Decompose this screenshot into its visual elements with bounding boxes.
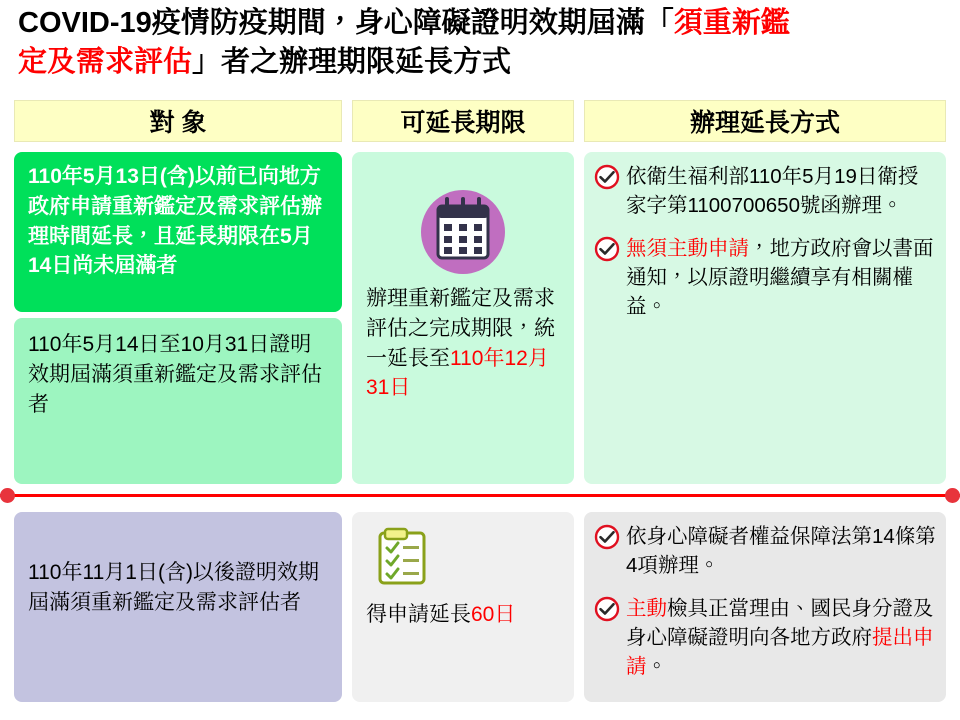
row1-how-bullet-2-highlight: 無須主動申請 xyxy=(626,237,749,261)
row1-term-cell-text xyxy=(366,284,564,403)
title-line2-plain: 」者之辦理期限延長方式 xyxy=(192,45,512,78)
row1-how-bullet-2 xyxy=(594,234,938,321)
check-circle-icon xyxy=(594,164,620,190)
row1-term-cell xyxy=(352,152,574,484)
title-line1-plain: COVID-19疫情防疫期間，身心障礙證明效期屆滿「 xyxy=(18,7,674,39)
row2-how-bullet-1 xyxy=(594,522,938,580)
row1-term-plain: 辦理重新鑑定及需求評估之完成期限，統一延長至 xyxy=(366,287,555,370)
row1-how-bullet-2-text xyxy=(626,234,938,321)
column-header-term xyxy=(352,100,574,142)
row2-how-bullet-2-text xyxy=(626,594,938,681)
row1-how-bullet-1-text: 依衛生福利部110年5月19日衛授家字第1100700650號函辦理。 xyxy=(626,165,919,218)
row2-term-cell-text xyxy=(366,600,566,629)
row1-object-cell-1 xyxy=(14,152,342,312)
row1-object-cell-2-text: 110年5月14日至10月31日證明效期屆滿須重新鑑定及需求評估者 xyxy=(28,333,322,416)
row2-how-bullet-2-highlight-lead: 主動 xyxy=(626,597,667,621)
section-divider xyxy=(0,494,960,497)
calendar-icon xyxy=(414,184,512,276)
row2-term-cell xyxy=(352,512,574,702)
column-header-object-label: 對 象 xyxy=(149,109,207,137)
column-header-object xyxy=(14,100,342,142)
column-header-how-label: 辦理延長方式 xyxy=(689,109,840,137)
row1-object-cell-2 xyxy=(14,318,342,484)
row2-object-cell-text: 110年11月1日(含)以後證明效期屆滿須重新鑑定及需求評估者 xyxy=(28,561,319,614)
row1-term-highlight: 110年12月31日 xyxy=(366,346,549,400)
title-line1-highlight: 須重新鑑 xyxy=(673,7,790,39)
column-header-how xyxy=(584,100,946,142)
row1-how-bullet-2-plain: ，地方政府會以書面通知，以原證明繼續享有相關權益。 xyxy=(626,237,934,319)
row2-term-highlight: 60日 xyxy=(471,603,516,626)
row2-how-bullet-1-text: 依身心障礙者權益保障法第14條第4項辦理。 xyxy=(626,525,936,578)
row2-how-cell xyxy=(584,512,946,702)
row2-how-bullet-2-highlight-tail: 提出申請 xyxy=(626,626,934,679)
divider-dot-right xyxy=(945,488,960,503)
row1-object-cell-1-text: 110年5月13日(含)以前已向地方政府申請重新鑑定及需求評估辦理時間延長，且延長期限在5月14日尚未屆滿者 xyxy=(28,165,322,278)
divider-dot-left xyxy=(0,488,15,503)
check-circle-icon xyxy=(594,524,620,550)
row2-term-plain: 得申請延長 xyxy=(366,603,471,626)
check-circle-icon xyxy=(594,236,620,262)
check-circle-icon xyxy=(594,596,620,622)
row2-how-bullet-2-plain: 檢具正當理由、國民身分證及身心障礙證明向各地方政府 xyxy=(626,597,934,650)
title-line2-highlight: 定及需求評估 xyxy=(18,45,193,78)
page-title xyxy=(18,4,948,82)
row2-how-bullet-2-plain-tail: 。 xyxy=(646,655,667,679)
column-header-term-label: 可延長期限 xyxy=(400,109,526,137)
row1-how-cell xyxy=(584,152,946,484)
row2-object-cell xyxy=(14,512,342,702)
clipboard-checklist-icon xyxy=(374,526,434,588)
row1-how-bullet-1 xyxy=(594,162,938,220)
row2-how-bullet-2 xyxy=(594,594,938,681)
